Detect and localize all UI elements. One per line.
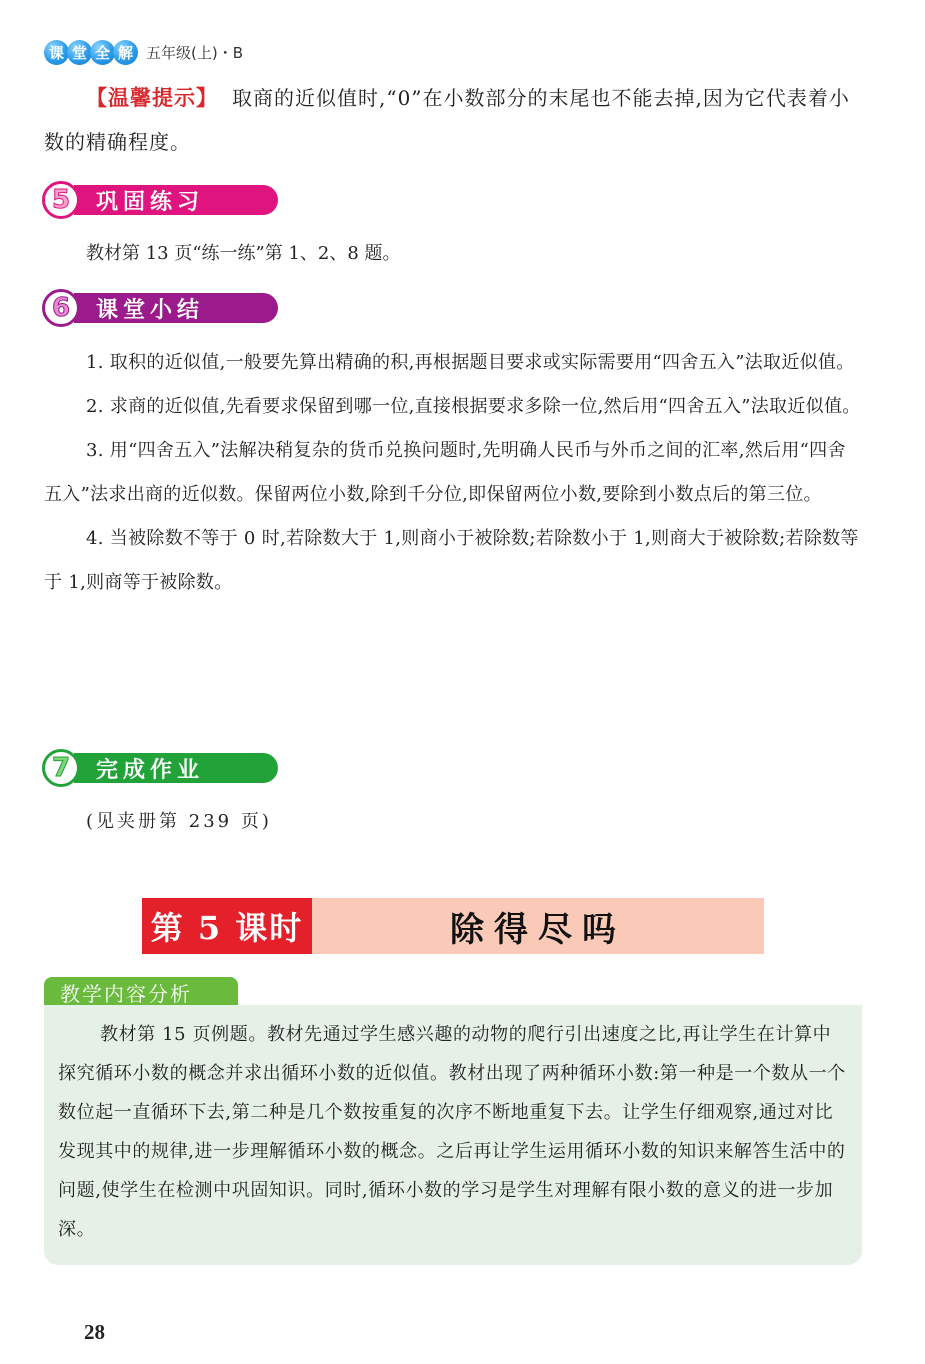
homework-text: (见夹册第 239 页) (86, 811, 272, 832)
logo-char: 课 (44, 40, 69, 65)
logo-char: 解 (113, 40, 138, 65)
tip-label: 【温馨提示】 (86, 86, 218, 110)
summary-item: 2. 求商的近似值,先看要求保留到哪一位,直接根据要求多除一位,然后用“四舍五入”法取近似值。 (86, 396, 861, 417)
lesson-banner (142, 898, 764, 954)
section-number-badge: 6 (42, 289, 80, 327)
book-logo (44, 40, 136, 65)
section-7-heading (42, 749, 278, 787)
lesson-title: 除得尽吗 (312, 898, 764, 954)
practice-text: 教材第 13 页“练一练”第 1、2、8 题。 (86, 243, 401, 264)
logo-char: 全 (90, 40, 115, 65)
summary-item: 1. 取积的近似值,一般要先算出精确的积,再根据题目要求或实际需要用“四舍五入”法取近似值。 (86, 352, 855, 373)
section-5-heading (42, 181, 278, 219)
analysis-text: 教材第 15 页例题。教材先通过学生感兴趣的动物的爬行引出速度之比,再让学生在计算中探究循环小数的概念并求出循环小数的近似值。教材出现了两种循环小数:第一种是一个数从一个数位起一直循环下去,第二种是几个数按重复的次序不断地重复下去。让学生仔细观察,通过对比发现其中的规律,进一步理解循环小数的概念。之后再让学生运用循环小数的知识来解答生活中的问题,使学生在检测中巩固知识。同时,循环小数的学习是学生对理解有限小数的意义的进一步加深。 (58, 1024, 846, 1240)
tip-paragraph (44, 76, 864, 164)
section-title: 课堂小结 (74, 293, 278, 323)
analysis-box (44, 1005, 862, 1265)
section-title: 巩固练习 (74, 185, 278, 215)
logo-char: 堂 (67, 40, 92, 65)
section-number-badge: 5 (42, 181, 80, 219)
analysis-tab: 教学内容分析 (44, 977, 238, 1007)
tip-text: 取商的近似值时,“0”在小数部分的末尾也不能去掉,因为它代表着小数的精确程度。 (44, 86, 850, 154)
summary-item: 3. 用“四舍五入”法解决稍复杂的货币兑换问题时,先明确人民币与外币之间的汇率,然后用“四舍五入”法求出商的近似数。保留两位小数,除到千分位,即保留两位小数,要除到小数点后的第三位。 (44, 440, 846, 505)
summary-item: 4. 当被除数不等于 0 时,若除数大于 1,则商小于被除数;若除数小于 1,则商大于被除数;若除数等于 1,则商等于被除数。 (44, 528, 859, 593)
section-number-badge: 7 (42, 749, 80, 787)
page-number: 28 (84, 1320, 105, 1344)
section-6-heading (42, 289, 278, 327)
page-header (44, 38, 243, 66)
grade-label: 五年级(上)・B (146, 43, 243, 62)
section-title: 完成作业 (74, 753, 278, 783)
summary-list (44, 341, 864, 605)
lesson-number: 第 5 课时 (142, 898, 312, 954)
